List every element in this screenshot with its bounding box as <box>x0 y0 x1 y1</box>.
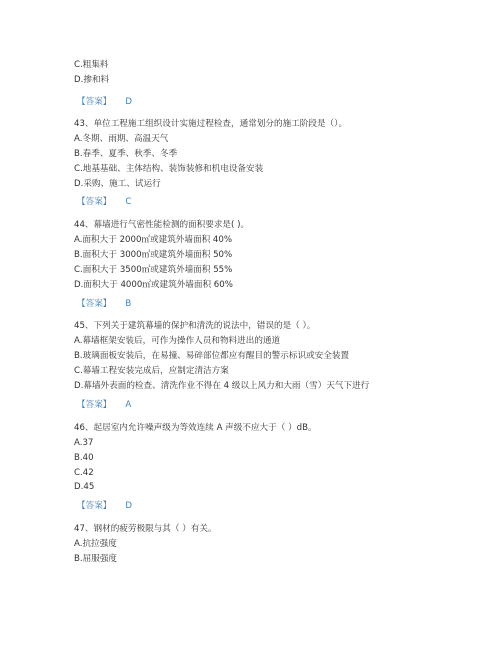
option-text: C.幕墙工程安装完成后，应制定清洁方案 <box>74 366 229 376</box>
option-text: D.45 <box>74 482 95 492</box>
question-stem: 44、幕墙进行气密性能检测的面积要求是( )。 <box>74 220 250 230</box>
option-text: A.幕墙框架安装后，可作为操作人员和物料进出的通道 <box>74 336 281 346</box>
answer-line <box>77 298 131 310</box>
answer-label: 【答案】 <box>77 501 112 511</box>
option-text: A.抗拉强度 <box>74 539 117 549</box>
option-text: B.屈服强度 <box>74 554 118 564</box>
option-text: C.地基基础、主体结构、装饰装修和机电设备安装 <box>74 164 264 174</box>
answer-line <box>77 196 131 208</box>
option-text: B.面积大于 3000㎡或建筑外墙面积 50% <box>74 250 233 260</box>
question-stem: 46、起居室内允许噪声级为等效连续 A 声级不应大于（ ）dB。 <box>74 423 317 433</box>
option-text: C.面积大于 3500㎡或建筑外墙面积 55% <box>74 265 233 275</box>
option-text: B.40 <box>74 453 94 463</box>
answer-label: 【答案】 <box>77 97 112 107</box>
option-text: D.面积大于 4000㎡或建筑外墙面积 60% <box>74 280 233 290</box>
answer-line <box>77 500 132 512</box>
answer-value: D <box>125 97 133 107</box>
answer-value: C <box>125 197 132 207</box>
option-text: D.幕墙外表面的检查、清洗作业不得在 4 级以上风力和大雨（雪）天气下进行 <box>74 381 370 391</box>
question-stem: 45、下列关于建筑幕墙的保护和清洗的说法中，错误的是（ ）。 <box>74 321 316 331</box>
option-text: A.面积大于 2000㎡或建筑外墙面积 40% <box>74 235 233 245</box>
option-text: D.掺和料 <box>74 75 110 85</box>
answer-label: 【答案】 <box>77 400 112 410</box>
option-text: C.粗集料 <box>74 60 109 70</box>
answer-value: D <box>125 501 133 511</box>
question-stem: 43、单位工程施工组织设计实施过程检查，通常划分的施工阶段是（）。 <box>74 119 348 129</box>
answer-line <box>77 96 132 108</box>
answer-label: 【答案】 <box>77 197 112 207</box>
option-text: B.春季、夏季、秋季、冬季 <box>74 149 178 159</box>
option-text: B.玻璃面板安装后，在易撞、易碎部位都应有醒目的警示标识或安全装置 <box>74 351 350 361</box>
answer-value: B <box>125 299 132 309</box>
option-text: D.采购、施工、试运行 <box>74 179 161 189</box>
question-stem: 47、钢材的疲劳极限与其（ ）有关。 <box>74 524 217 534</box>
option-text: A.37 <box>74 438 94 448</box>
option-text: A.冬期、雨期、高温天气 <box>74 134 169 144</box>
option-text: C.42 <box>74 468 94 478</box>
answer-line <box>77 399 131 411</box>
answer-value: A <box>125 400 132 410</box>
answer-label: 【答案】 <box>77 299 112 309</box>
